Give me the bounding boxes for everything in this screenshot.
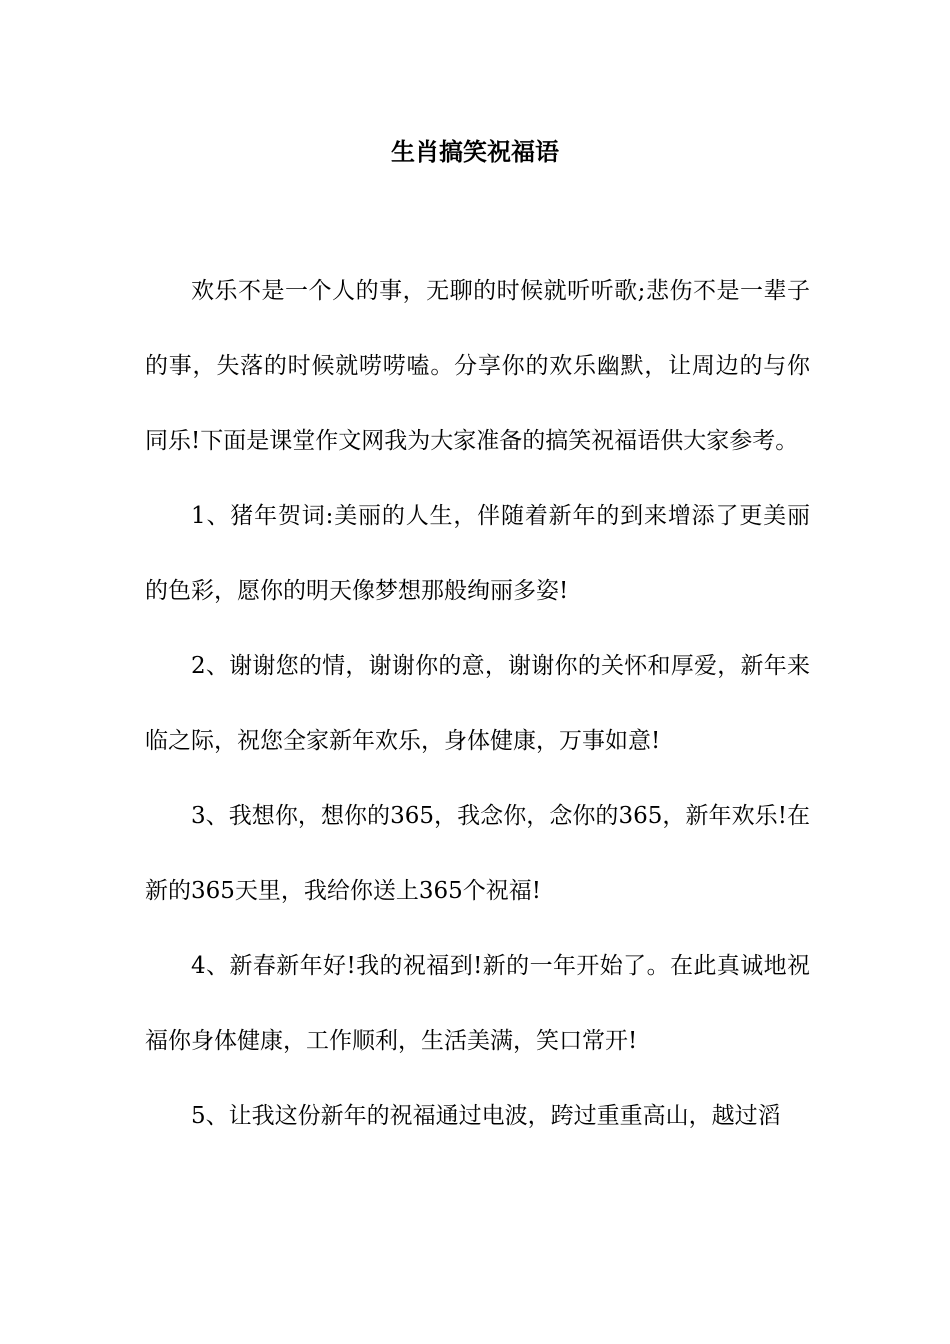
paragraph-item-1: 1、猪年贺词:美丽的人生，伴随着新年的到来增添了更美丽的色彩，愿你的明天像梦想那般绚丽多姿! xyxy=(145,503,810,604)
paragraph-item-4: 4、新春新年好!我的祝福到!新的一年开始了。在此真诚地祝福你身体健康，工作顺利，生活美满，笑口常开! xyxy=(145,953,810,1054)
document-title: 生肖搞笑祝福语 xyxy=(391,137,559,166)
paragraph-item-3: 3、我想你，想你的365，我念你，念你的365，新年欢乐!在新的365天里，我给你送上365个祝福! xyxy=(145,803,810,904)
paragraph-item-2: 2、谢谢您的情，谢谢你的意，谢谢你的关怀和厚爱，新年来临之际，祝您全家新年欢乐，身体健康，万事如意! xyxy=(145,653,810,754)
paragraph-item-5: 5、让我这份新年的祝福通过电波，跨过重重高山，越过滔 xyxy=(191,1103,781,1129)
paragraph-intro: 欢乐不是一个人的事，无聊的时候就听听歌;悲伤不是一辈子的事，失落的时候就唠唠嗑。分享你的欢乐幽默，让周边的与你同乐!下面是课堂作文网我为大家准备的搞笑祝福语供大家参考。 xyxy=(145,278,810,454)
document-body xyxy=(145,254,810,1154)
